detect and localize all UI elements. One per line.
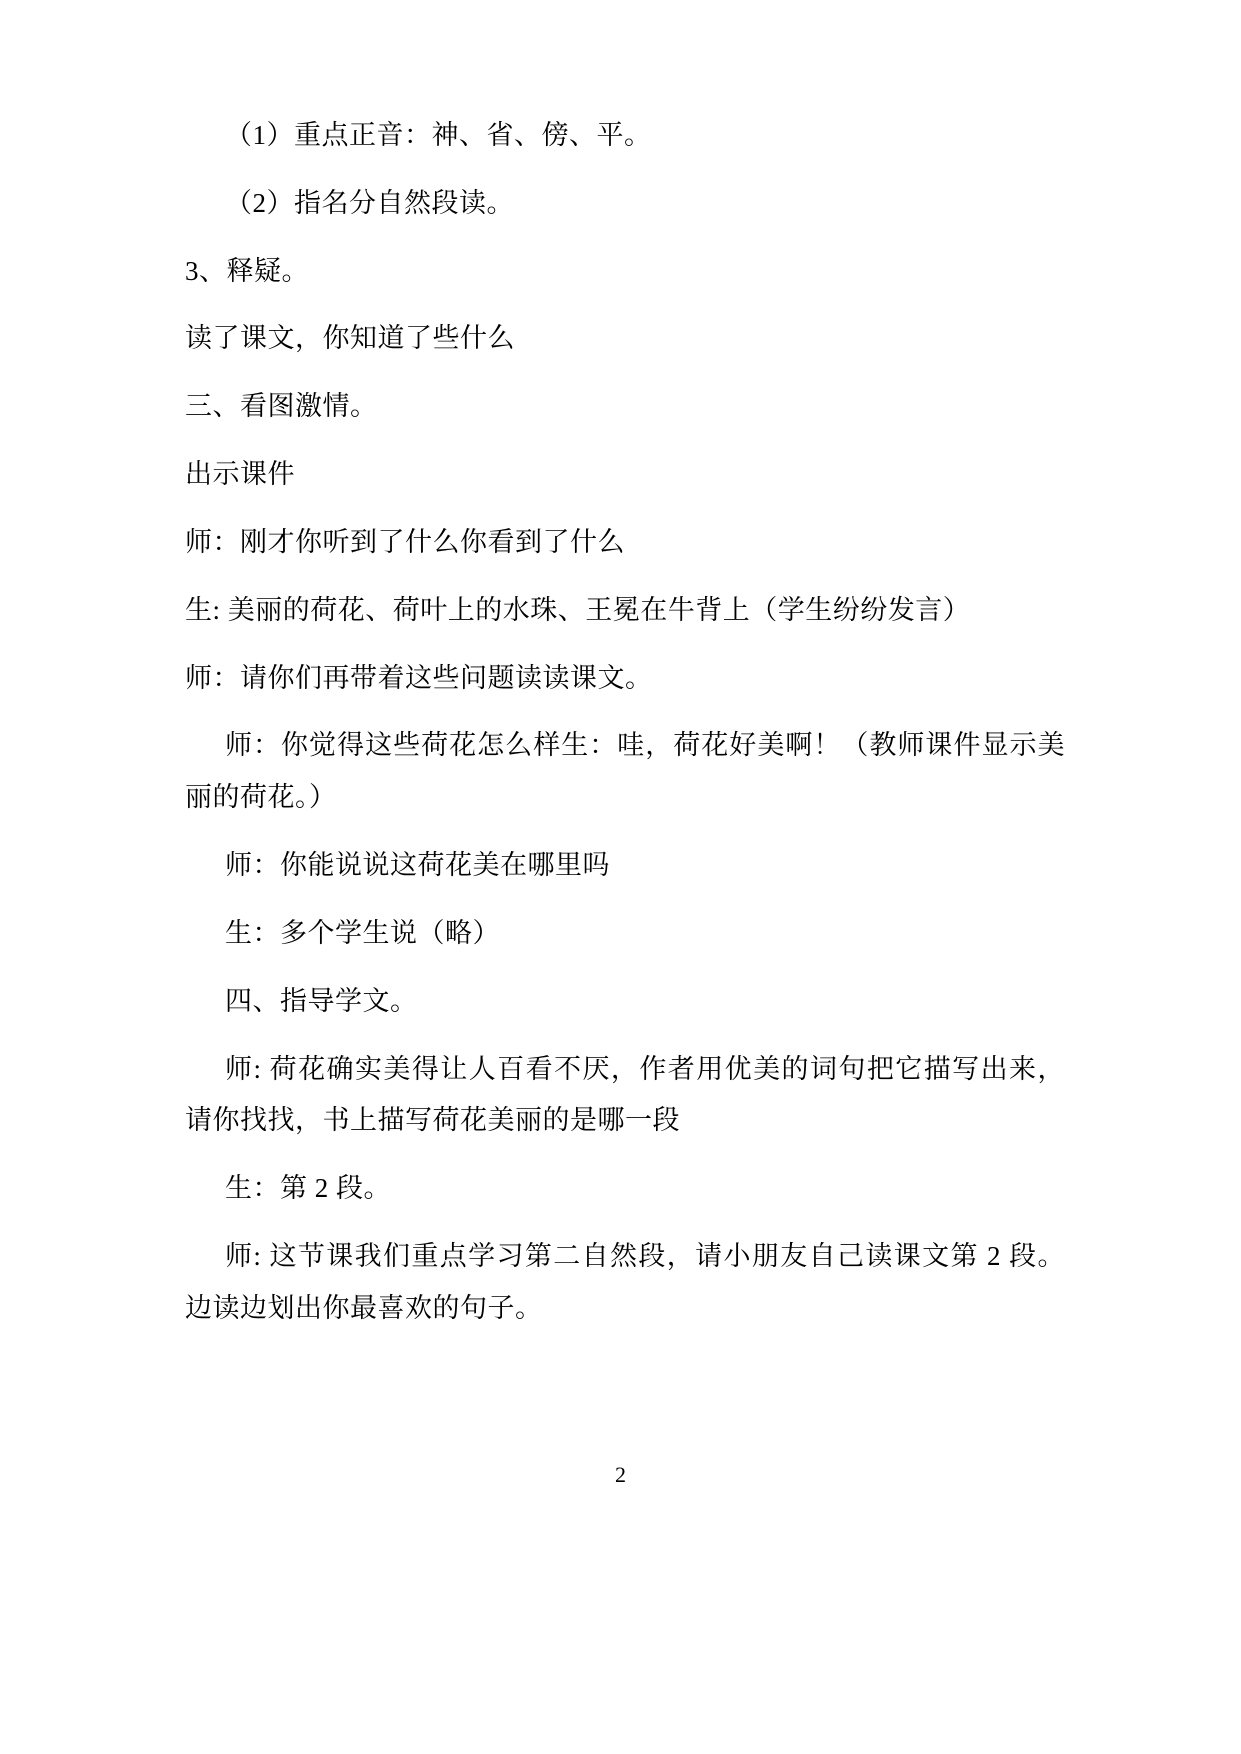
paragraph-7: 师：刚才你听到了什么你看到了什么 [185, 526, 625, 557]
paragraph-14: 师: 荷花确实美得让人百看不厌，作者用优美的词句把它描写出来，请你找找，书上描写荷花美丽的是哪一段 [185, 1053, 1065, 1136]
section-heading-four: 四、指导学文。 [225, 985, 418, 1016]
paragraph-6: 出示课件 [185, 459, 295, 490]
section-heading-three: 三、看图激情。 [185, 391, 378, 422]
paragraph-2: （2）指名分自然段读。 [225, 187, 514, 218]
paragraph-15: 生：第 2 段。 [225, 1173, 391, 1204]
paragraph-1: （1）重点正音：神、省、傍、平。 [225, 120, 652, 150]
page-number: 2 [615, 1462, 626, 1487]
document-body [185, 110, 1065, 1351]
paragraph-4: 读了课文，你知道了些什么 [185, 323, 515, 354]
paragraph-3: 3、释疑。 [185, 255, 309, 286]
paragraph-12: 生：多个学生说（略） [225, 917, 500, 948]
paragraph-11: 师：你能说说这荷花美在哪里吗 [225, 850, 610, 881]
paragraph-16: 师: 这节课我们重点学习第二自然段，请小朋友自己读课文第 2 段。边读边划出你最喜欢的句子。 [185, 1241, 1065, 1323]
paragraph-9: 师：请你们再带着这些问题读读课文。 [185, 662, 653, 693]
paragraph-8: 生: 美丽的荷花、荷叶上的水珠、王冕在牛背上（学生纷纷发言） [185, 594, 971, 625]
paragraph-10: 师：你觉得这些荷花怎么样生：哇，荷花好美啊！（教师课件显示美丽的荷花。） [185, 730, 1065, 813]
